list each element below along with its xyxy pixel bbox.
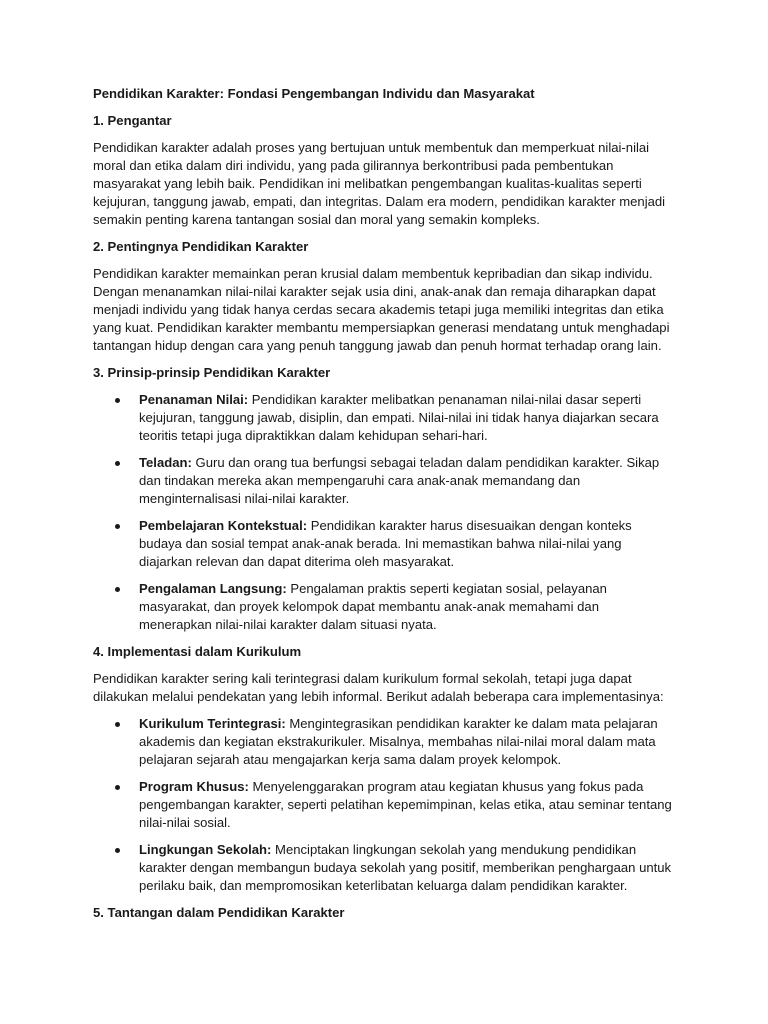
bullet-icon <box>115 587 120 592</box>
bullet-icon <box>115 524 120 529</box>
list-item <box>139 580 675 634</box>
bullet-icon <box>115 398 120 403</box>
list-item-text: Pengalaman praktis seperti kegiatan sosial, pelayanan masyarakat, dan proyek kelompok dapat membantu anak-anak memahami dan menerapkan nilai-nilai karakter dalam situasi nyata. <box>139 581 607 632</box>
list-item-term: Teladan: <box>139 455 192 470</box>
list-item <box>139 391 675 445</box>
bullet-icon <box>115 785 120 790</box>
list-item <box>139 517 675 571</box>
list-item-term: Lingkungan Sekolah: <box>139 842 272 857</box>
section-paragraph-pentingnya: Pendidikan karakter memainkan peran krusial dalam membentuk kepribadian dan sikap individu. Dengan menanamkan nilai-nilai karakter sejak usia dini, anak-anak dan remaja diharapkan dapat menjadi individu yang tidak hanya cerdas secara akademis tetapi juga memiliki integritas dan etika yang kuat. Pendidikan karakter membantu mempersiapkan generasi mendatang untuk menghadapi tantangan hidup dengan cara yang penuh tanggung jawab dan penuh hormat terhadap orang lain. <box>93 266 670 353</box>
list-item-text: Menciptakan lingkungan sekolah yang mendukung pendidikan karakter dengan membangun budaya sekolah yang positif, memberikan penghargaan untuk perilaku baik, dan mempromosikan keterlibatan keluarga dalam pendidikan karakter. <box>139 842 672 893</box>
bullet-icon <box>115 848 120 853</box>
list-item <box>139 841 675 895</box>
list-item-text: Pendidikan karakter harus disesuaikan dengan konteks budaya dan sosial tempat anak-anak berada. Ini memastikan bahwa nilai-nilai yang diajarkan relevan dan dapat diterima oleh masyarakat. <box>139 518 632 569</box>
list-item-text: Mengintegrasikan pendidikan karakter ke dalam mata pelajaran akademis dan kegiatan ekstrakurikuler. Misalnya, membahas nilai-nilai moral dalam mata pelajaran sejarah atau mengajarkan kerja sama dalam proyek kelompok. <box>139 716 658 767</box>
list-item <box>139 778 675 832</box>
section-heading-tantangan: 5. Tantangan dalam Pendidikan Karakter <box>93 905 345 920</box>
list-item-term: Program Khusus: <box>139 779 249 794</box>
document-page <box>93 85 675 931</box>
list-item-text: Guru dan orang tua berfungsi sebagai teladan dalam pendidikan karakter. Sikap dan tindakan mereka akan mempengaruhi cara anak-anak memandang dan menginternalisasi nilai-nilai karakter. <box>139 455 660 506</box>
list-item-text: Pendidikan karakter melibatkan penanaman nilai-nilai dasar seperti kejujuran, tanggung jawab, disiplin, dan empati. Nilai-nilai ini tidak hanya diajarkan secara teoritis tetapi juga dipraktikkan dalam kehidupan sehari-hari. <box>139 392 659 443</box>
section-heading-pengantar: 1. Pengantar <box>93 113 172 128</box>
section-heading-implementasi: 4. Implementasi dalam Kurikulum <box>93 644 302 659</box>
list-item <box>139 454 675 508</box>
bullet-icon <box>115 722 120 727</box>
section-heading-pentingnya: 2. Pentingnya Pendidikan Karakter <box>93 239 309 254</box>
list-item-term: Penanaman Nilai: <box>139 392 249 407</box>
list-item-term: Kurikulum Terintegrasi: <box>139 716 286 731</box>
list-item-text: Menyelenggarakan program atau kegiatan khusus yang fokus pada pengembangan karakter, seperti pelatihan kepemimpinan, kelas etika, atau seminar tentang nilai-nilai sosial. <box>139 779 672 830</box>
document-title: Pendidikan Karakter: Fondasi Pengembangan Individu dan Masyarakat <box>93 86 535 101</box>
list-item-term: Pembelajaran Kontekstual: <box>139 518 308 533</box>
bullet-list-implementasi <box>93 715 675 895</box>
list-item <box>139 715 675 769</box>
bullet-list-prinsip <box>93 391 675 634</box>
section-heading-prinsip: 3. Prinsip-prinsip Pendidikan Karakter <box>93 365 331 380</box>
section-paragraph-pengantar: Pendidikan karakter adalah proses yang bertujuan untuk membentuk dan memperkuat nilai-nilai moral dan etika dalam diri individu, yang pada gilirannya berkontribusi pada pembentukan masyarakat yang lebih baik. Pendidikan ini melibatkan pengembangan kualitas-kualitas seperti kejujuran, tanggung jawab, empati, dan integritas. Dalam era modern, pendidikan karakter menjadi semakin penting karena tantangan sosial dan moral yang semakin kompleks. <box>93 140 666 227</box>
list-item-term: Pengalaman Langsung: <box>139 581 287 596</box>
section-paragraph-implementasi: Pendidikan karakter sering kali terintegrasi dalam kurikulum formal sekolah, tetapi juga dapat dilakukan melalui pendekatan yang lebih informal. Berikut adalah beberapa cara implementasinya: <box>93 671 664 704</box>
bullet-icon <box>115 461 120 466</box>
